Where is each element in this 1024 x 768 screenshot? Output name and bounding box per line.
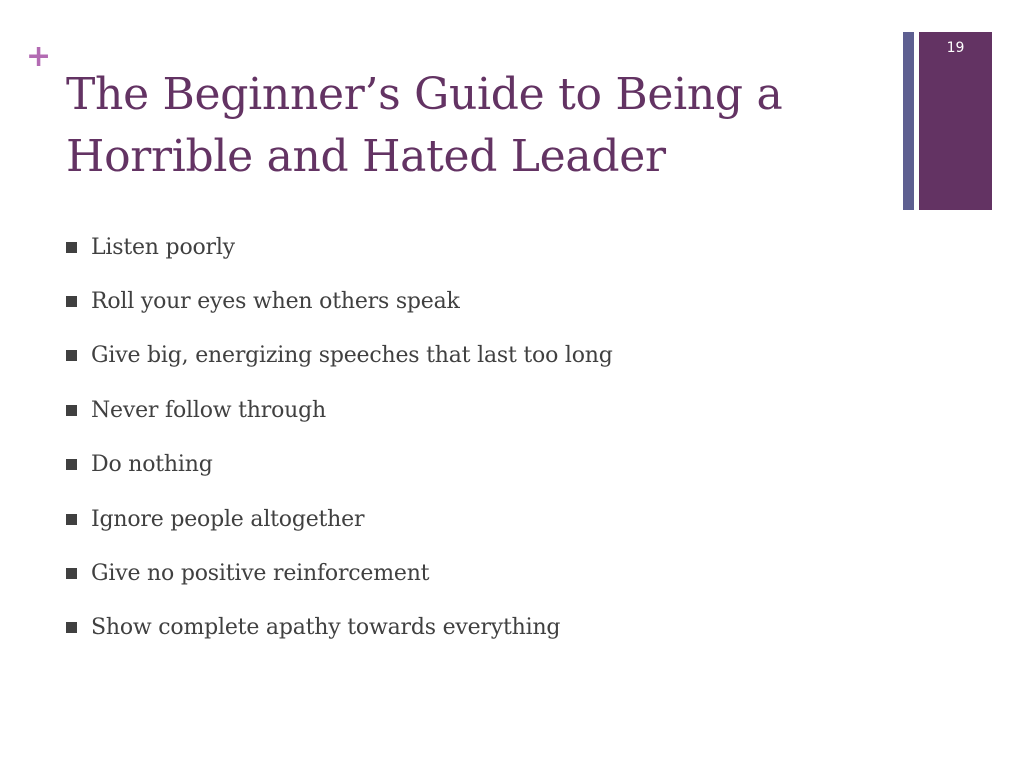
bullet-text: Give big, energizing speeches that last too long: [91, 343, 613, 369]
bullet-item: [66, 329, 613, 383]
bullet-square-icon: [66, 350, 77, 361]
bullet-square-icon: [66, 568, 77, 579]
slide-number: 19: [946, 40, 965, 56]
accent-bar-primary: [919, 32, 992, 210]
bullet-item: [66, 438, 613, 492]
accent-bar-secondary: [903, 32, 914, 210]
bullet-item: [66, 546, 613, 600]
bullet-square-icon: [66, 242, 77, 253]
bullet-item: [66, 274, 613, 328]
bullet-item: [66, 601, 613, 655]
bullet-item: [66, 492, 613, 546]
bullet-item: [66, 383, 613, 437]
bullet-text: Listen poorly: [91, 234, 235, 260]
bullet-item: [66, 220, 613, 274]
bullet-text: Never follow through: [91, 397, 326, 423]
bullet-square-icon: [66, 514, 77, 525]
bullet-text: Give no positive reinforcement: [91, 561, 430, 587]
bullet-text: Do nothing: [91, 452, 213, 478]
bullet-list: [66, 220, 613, 655]
bullet-square-icon: [66, 459, 77, 470]
bullet-square-icon: [66, 296, 77, 307]
bullet-text: Show complete apathy towards everything: [91, 615, 561, 641]
bullet-square-icon: [66, 405, 77, 416]
bullet-text: Roll your eyes when others speak: [91, 289, 460, 315]
slide-title: The Beginner’s Guide to Being a Horrible and Hated Leader: [66, 69, 783, 182]
bullet-text: Ignore people altogether: [91, 506, 365, 532]
plus-icon: +: [26, 39, 52, 74]
bullet-square-icon: [66, 622, 77, 633]
